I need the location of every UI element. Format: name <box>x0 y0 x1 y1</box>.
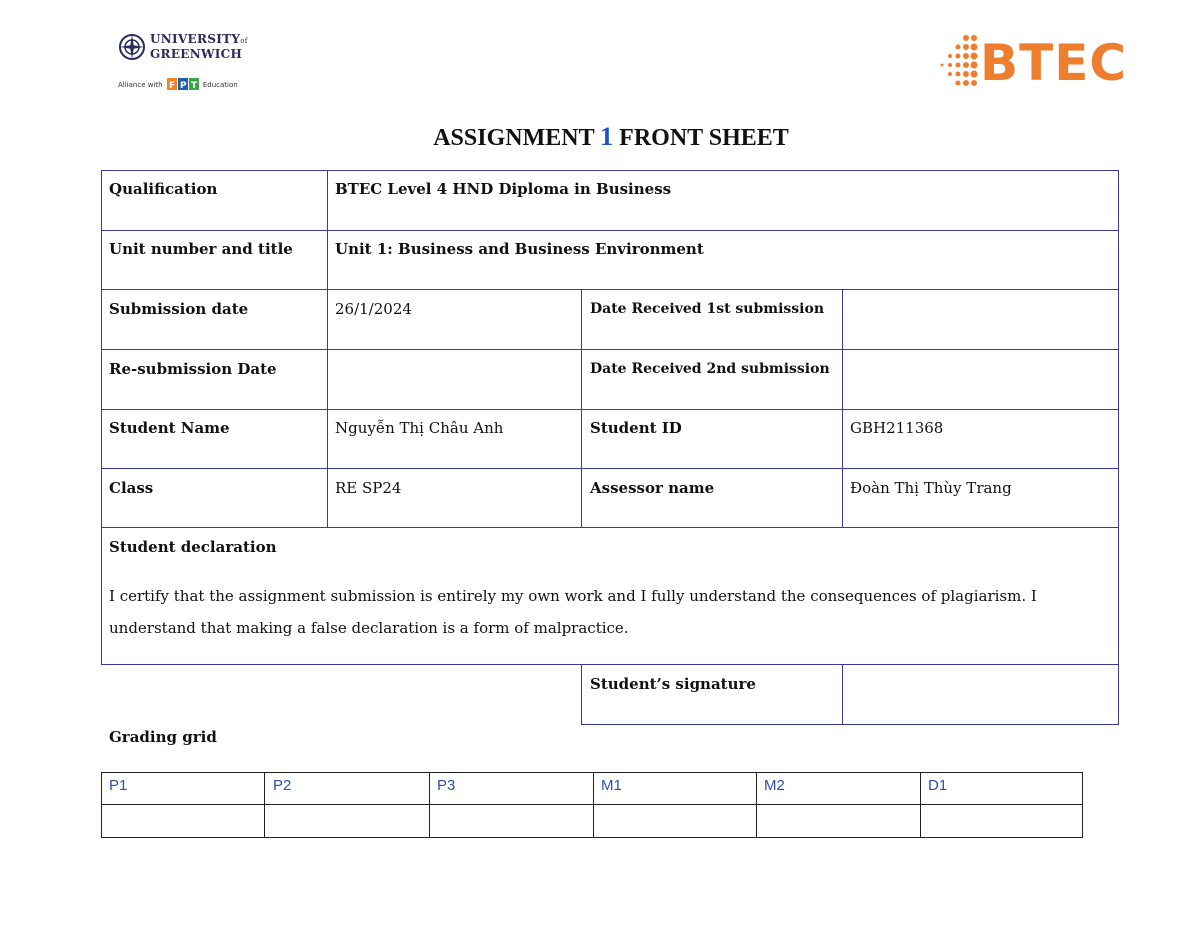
submission-date-value: 26/1/2024 <box>335 300 412 318</box>
grading-grid-label: Grading grid <box>109 728 217 746</box>
table-border <box>842 289 843 528</box>
fpt-logo <box>167 78 201 92</box>
student-name-value: Nguyễn Thị Châu Anh <box>335 419 504 437</box>
grade-header-p2: P2 <box>273 777 292 794</box>
signature-label: Student’s signature <box>590 675 756 693</box>
table-border <box>327 170 328 528</box>
student-id-value: GBH211368 <box>850 419 944 437</box>
student-name-label: Student Name <box>109 419 230 437</box>
class-value: RE SP24 <box>335 479 402 497</box>
grade-header-d1: D1 <box>928 777 948 794</box>
university-name: UNIVERSITYof GREENWICH <box>150 32 248 61</box>
grid-border <box>101 804 1083 805</box>
grid-border <box>920 772 921 838</box>
table-border <box>101 468 1119 469</box>
table-border <box>101 349 1119 350</box>
student-id-label: Student ID <box>590 419 682 437</box>
compass-emblem-icon <box>118 33 146 61</box>
page-title: ASSIGNMENT 1 FRONT SHEET <box>433 122 789 151</box>
grid-border <box>264 772 265 838</box>
qualification-value: BTEC Level 4 HND Diploma in Business <box>335 180 672 198</box>
unit-value: Unit 1: Business and Business Environment <box>335 240 704 258</box>
qualification-label: Qualification <box>109 180 218 198</box>
fpt-letter-f: F <box>168 81 175 90</box>
table-border <box>1118 170 1119 725</box>
assessor-name-label: Assessor name <box>590 479 715 497</box>
resubmission-date-label: Re-submission Date <box>109 360 277 378</box>
grid-border <box>593 772 594 838</box>
table-border <box>581 664 582 725</box>
declaration-text: I certify that the assignment submission is entirely my own work and I fully understand the consequences of plagiarism. I understand that making a false declaration is a form of malpractice. <box>109 587 1037 637</box>
table-border <box>101 527 1119 528</box>
grade-header-p3: P3 <box>437 777 456 794</box>
table-border <box>581 724 1119 725</box>
table-border <box>101 409 1119 410</box>
grid-border <box>1082 772 1083 838</box>
table-border <box>101 664 1119 665</box>
assessor-name-value: Đoàn Thị Thùy Trang <box>850 479 1012 497</box>
date-received-1st-label: Date Received 1st submission <box>590 301 825 317</box>
grid-border <box>756 772 757 838</box>
grid-border <box>101 772 1083 773</box>
grid-border <box>101 837 1083 838</box>
grade-header-m2: M2 <box>764 777 785 794</box>
date-received-2nd-label: Date Received 2nd submission <box>590 361 830 377</box>
dot-pattern-icon <box>936 34 982 92</box>
unit-label: Unit number and title <box>109 240 293 258</box>
fpt-letter-p: P <box>179 81 187 90</box>
table-border <box>581 289 582 528</box>
btec-logo <box>936 30 1128 96</box>
fpt-letter-t: T <box>190 81 197 90</box>
university-of-greenwich-logo <box>118 33 248 93</box>
table-border <box>101 230 1119 231</box>
btec-wordmark: BTEC <box>980 34 1128 92</box>
submission-date-label: Submission date <box>109 300 249 318</box>
grid-border <box>429 772 430 838</box>
table-border <box>842 664 843 725</box>
declaration-heading: Student declaration <box>109 538 277 556</box>
alliance-line: Alliance with F P T Education <box>118 78 238 92</box>
grid-border <box>101 772 102 838</box>
grade-header-p1: P1 <box>109 777 128 794</box>
grade-header-m1: M1 <box>601 777 622 794</box>
table-border <box>101 289 1119 290</box>
class-label: Class <box>109 479 154 497</box>
table-border <box>101 170 102 665</box>
table-border <box>101 170 1119 171</box>
